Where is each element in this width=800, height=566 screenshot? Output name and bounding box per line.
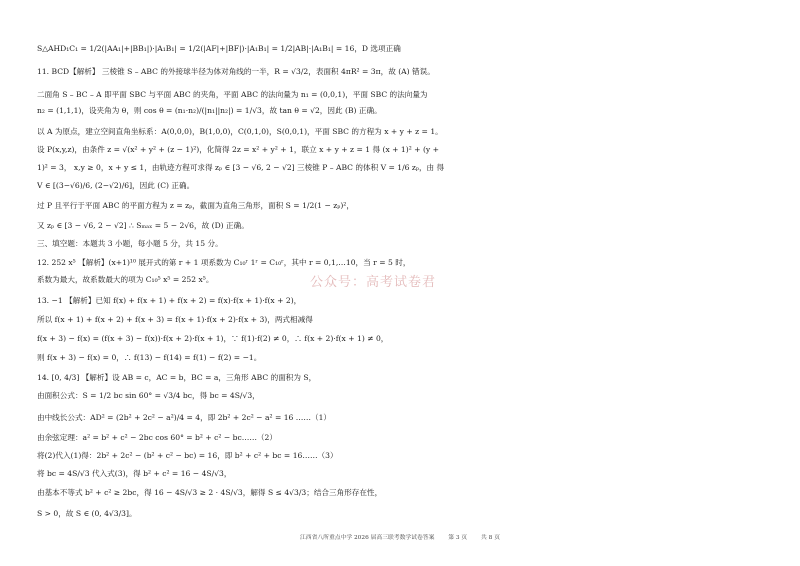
text-line: 则 f(x + 3) − f(x) = 0，∴ f(13) − f(14) = f(1) − f(2) = −1。 [37,353,262,362]
footer-source: 江西省八所重点中学 2026 届高三联考数学试卷答案 [299,535,435,541]
text-line: S > 0，故 S ∈ (0, 4√3/3]。 [37,509,137,518]
footer-page-total: 共 8 页 [481,535,500,541]
text-line: 1)² = 3， x,y ≥ 0，x + y ≤ 1，由轨迹方程可求得 zₚ ∈ [3 − √6, 2 − √2] 三棱锥 P – ABC 的体积 V = 1/6 zₚ，由 得 [37,163,445,172]
text-line: 过 P 且平行于平面 ABC 的平面方程为 z = zₚ，截面为直角三角形，面积 S = 1/2(1 − zₚ)²， [37,201,354,210]
watermark: 公众号：高考试卷君 [310,275,437,290]
footer-page-number: 第 3 页 [448,535,468,541]
text-line: 将(2)代入(1)得：2b² + 2c² − (b² + c² − bc) = 16，即 b² + c² + bc = 16……（3） [37,451,338,460]
text-line: f(x + 3) − f(x) = (f(x + 3) − f(x))·f(x + 2)·f(x + 1)，∵ f(1)·f(2) ≠ 0，∴ f(x + 2)·f(x + 1) ≠ 0， [37,334,389,343]
text-line: n₂ = (1,1,1)，设夹角为 θ，则 cos θ = (n₁·n₂)/(|n₁||n₂|) = 1/√3，故 tan θ = √2，因此 (B) 正确。 [37,106,382,115]
text-line: 13. −1 【解析】已知 f(x) + f(x + 1) + f(x + 2) = f(x)·f(x + 1)·f(x + 2)， [37,296,302,305]
text-line: 由中线长公式：AD² = (2b² + 2c² − a²)/4 = 4，即 2b² + 2c² − a² = 16 ……（1） [37,413,332,422]
section-heading: 三、填空题：本题共 3 小题，每小题 5 分，共 15 分。 [37,239,223,248]
text-line: 所以 f(x + 1) + f(x + 2) + f(x + 3) = f(x + 1)·f(x + 2)·f(x + 3)，两式相减得 [37,315,313,324]
text-line: 将 bc = 4S/√3 代入式(3)，得 b² + c² = 16 − 4S/√3， [37,469,232,478]
text-line: 系数为最大，故系数最大的项为 C₁₀⁵ x⁵ = 252 x⁵。 [37,275,214,284]
text-line: 由余弦定理：a² = b² + c² − 2bc cos 60° = b² + c² − bc……（2） [37,433,277,442]
text-line: 12. 252 x⁵ 【解析】(x+1)¹⁰ 展开式的第 r + 1 项系数为 C₁₀ʳ 1ʳ = C₁₀ʳ，其中 r = 0,1,…10，当 r = 5 时， [37,258,411,267]
text-line: 14. [0, 4/3] 【解析】设 AB = c，AC = b，BC = a，三角形 ABC 的面积为 S， [37,373,317,382]
text-line: 设 P(x,y,z)，由条件 z = √(x² + y² + (z − 1)²)，化简得 2z = x² + y² + 1，联立 x + y + z = 1 得 (x + 1)² + (y + [37,145,439,154]
text-line: 又 zₚ ∈ [3 − √6, 2 − √2] ∴ Sₘₐₓ = 5 − 2√6，故 (D) 正确。 [37,221,249,230]
page-footer [0,532,800,541]
text-line: S△AHD₁C₁ = 1/2(|AA₁|+|BB₁|)·|A₁B₁| = 1/2(|AF|+|BF|)·|A₁B₁| = 1/2|AB|·|A₁B₁| = 16，D 选项正确 [37,44,401,53]
text-line: V ∈ [(3−√6)/6, (2−√2)/6]，因此 (C) 正确。 [37,181,195,190]
text-line: 由基本不等式 b² + c² ≥ 2bc，得 16 − 4S/√3 ≥ 2 · 4S/√3，解得 S ≤ 4√3/3；结合三角形存在性， [37,488,383,497]
text-line: 二面角 S – BC – A 即平面 SBC 与平面 ABC 的夹角，平面 ABC 的法向量为 n₁ = (0,0,1)，平面 SBC 的法向量为 [37,90,428,99]
text-line: 由面积公式：S = 1/2 bc sin 60° = √3/4 bc，得 bc = 4S/√3， [37,391,260,400]
text-line: 以 A 为原点，建立空间直角坐标系：A(0,0,0)，B(1,0,0)，C(0,1,0)，S(0,0,1)，平面 SBC 的方程为 x + y + z = 1。 [37,127,443,136]
text-line: 11. BCD【解析】 三棱锥 S – ABC 的外接球半径为体对角线的一半，R = √3/2，表面积 4πR² = 3π，故 (A) 错误。 [37,67,435,76]
